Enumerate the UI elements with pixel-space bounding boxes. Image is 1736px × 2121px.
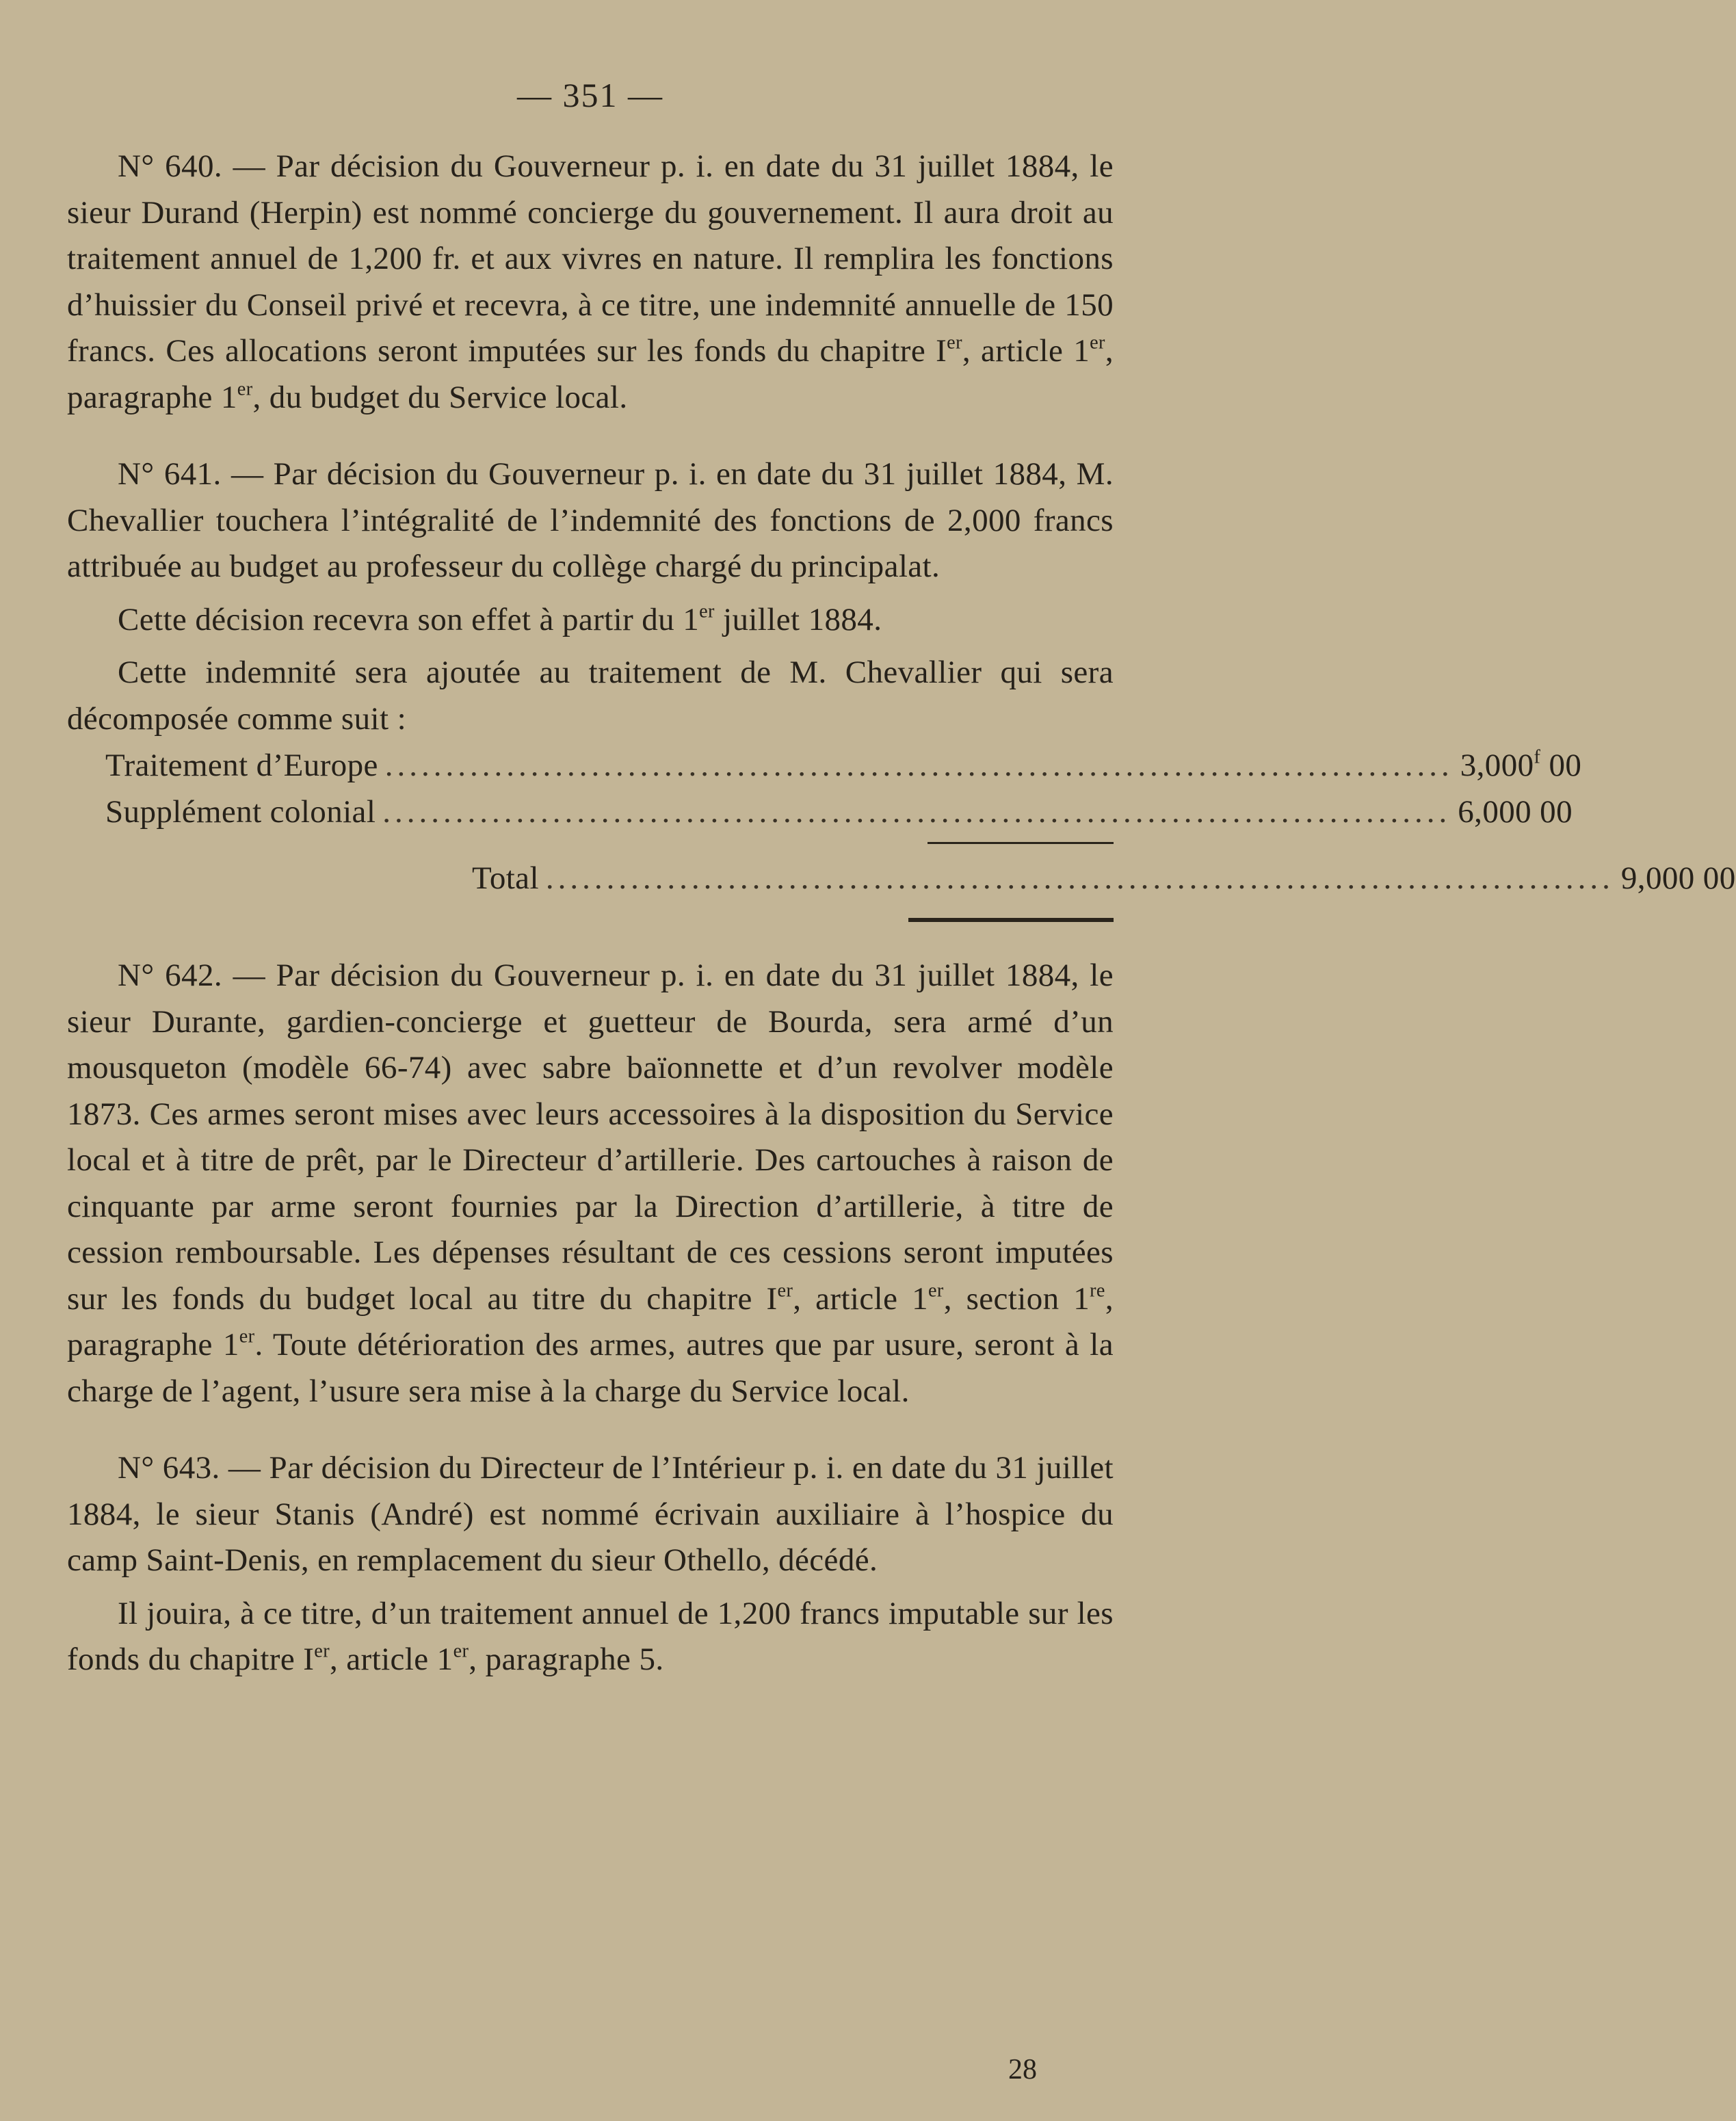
salary-row-total xyxy=(472,855,1736,901)
salary-total-label: Total xyxy=(472,860,539,896)
page-number: — 351 — xyxy=(517,76,663,114)
signature-mark: 28 xyxy=(1008,2054,1037,2085)
text-body xyxy=(67,144,1736,1683)
decision-641-effect: Cette décision recevra son effet à partir du 1er juillet 1884. xyxy=(118,601,882,637)
salary-row-colonial-label: Supplément colonial xyxy=(105,794,376,830)
decision-640: N° 640. — Par décision du Gouverneur p. i. en date du 31 juillet 1884, le sieur Durand (Herpin) est nommé concierge du gouvernement. Il aura droit au traitement annuel de 1,200 fr. et aux vivres en nature. Il remplira les fonctions d’huissier du Conseil privé et recevra, à ce titre, une indemnité annuelle de 150 francs. Ces allocations seront imputées sur les fonds du chapitre Ier, article 1er, paragraphe 1er, du budget du Service local. xyxy=(67,148,1114,415)
salary-row-europe xyxy=(67,742,1582,789)
decision-642: N° 642. — Par décision du Gouverneur p. i. en date du 31 juillet 1884, le sieur Durante, gardien-concierge et guetteur de Bourda, sera armé d’un mousqueton (modèle 66-74) avec sabre baïonnette et d’un revolver modèle 1873. Ces armes seront mises avec leurs accessoires à la disposition du Service local et à titre de prêt, par le Directeur d’artillerie. Des cartouches à raison de cinquante par arme seront fournies par la Direction d’artillerie, à titre de cession remboursable. Les dépenses résultant de ces cessions seront imputées sur les fonds du budget local au titre du chapitre Ier, article 1er, section 1re, paragraphe 1er. Toute détérioration des armes, autres que par usure, seront à la charge de l’agent, l’usure sera mise à la charge du Service local. xyxy=(67,958,1114,1409)
decision-641: N° 641. — Par décision du Gouverneur p. i. en date du 31 juillet 1884, M. Chevallier touchera l’intégralité de l’indemnité des fonctions de 2,000 francs attribuée au budget au professeur du collège chargé du principalat. xyxy=(67,456,1114,584)
sum-rule xyxy=(928,842,1114,844)
dot-leader: ........................................................................................ xyxy=(384,748,1454,783)
salary-table xyxy=(67,742,1736,922)
salary-row-colonial-amount: 6,000 00 xyxy=(1458,794,1573,830)
dot-leader: ........................................................................................ xyxy=(382,794,1451,830)
decision-643: N° 643. — Par décision du Directeur de l’Intérieur p. i. en date du 31 juillet 1884, le sieur Stanis (André) est nommé écrivain auxiliaire à l’hospice du camp Saint-Denis, en remplacement du sieur Othello, décédé. xyxy=(67,1450,1114,1578)
dot-leader: ........................................................................................ xyxy=(545,860,1614,896)
document-page xyxy=(67,75,1736,2086)
salary-row-europe-amount: 3,000$^f$ 00 xyxy=(1460,746,1582,783)
decision-641-composition: Cette indemnité sera ajoutée au traitement de M. Chevallier qui sera décomposée comme suit : xyxy=(67,655,1114,737)
decision-643-salary: Il jouira, à ce titre, d’un traitement annuel de 1,200 francs imputable sur les fonds du chapitre Ier, article 1er, paragraphe 5. xyxy=(67,1595,1114,1677)
salary-row-colonial xyxy=(67,789,1573,835)
salary-row-europe-label: Traitement d’Europe xyxy=(105,748,378,783)
salary-total-amount: 9,000 00 xyxy=(1620,860,1736,896)
